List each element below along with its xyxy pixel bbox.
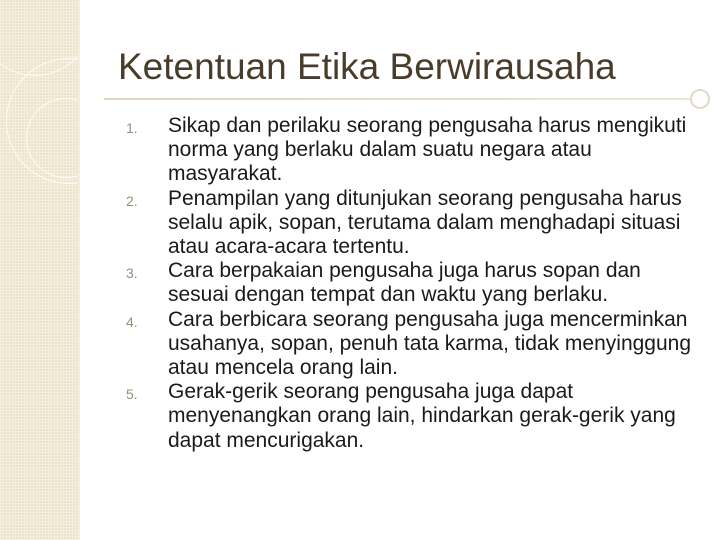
list-item-text: Penampilan yang ditunjukan seorang pengusaha harus selalu apik, sopan, terutama dalam menghadapi situasi atau acara-acara tertentu. [168,186,682,259]
list-item [0,187,720,260]
slide-title: Ketentuan Etika Berwirausaha [118,46,616,87]
list-item-number: 2. [126,192,138,209]
title-underline-endcap [690,89,710,109]
list-item [0,259,720,307]
list-item [0,114,720,187]
title-underline [104,98,700,100]
list-item-number: 3. [126,265,138,282]
ethics-point-list [0,114,720,453]
list-item [0,308,720,381]
list-item [0,380,720,453]
list-item-text: Cara berpakaian pengusaha juga harus sopan dan sesuai dengan tempat dan waktu yang berlaku. [168,259,641,307]
list-item-text: Sikap dan perilaku seorang pengusaha harus mengikuti norma yang berlaku dalam suatu negara atau masyarakat. [168,114,687,186]
list-item-text: Cara berbicara seorang pengusaha juga mencerminkan usahanya, sopan, penuh tata karma, tidak menyinggung atau mencela orang lain. [168,307,692,380]
list-item-number: 1. [126,120,138,136]
list-item-number: 5. [126,386,138,403]
list-item-number: 4. [126,313,138,330]
list-item-text: Gerak-gerik seorang pengusaha juga dapat menyenangkan orang lain, hindarkan gerak-gerik yang dapat mencurigakan. [168,380,676,452]
